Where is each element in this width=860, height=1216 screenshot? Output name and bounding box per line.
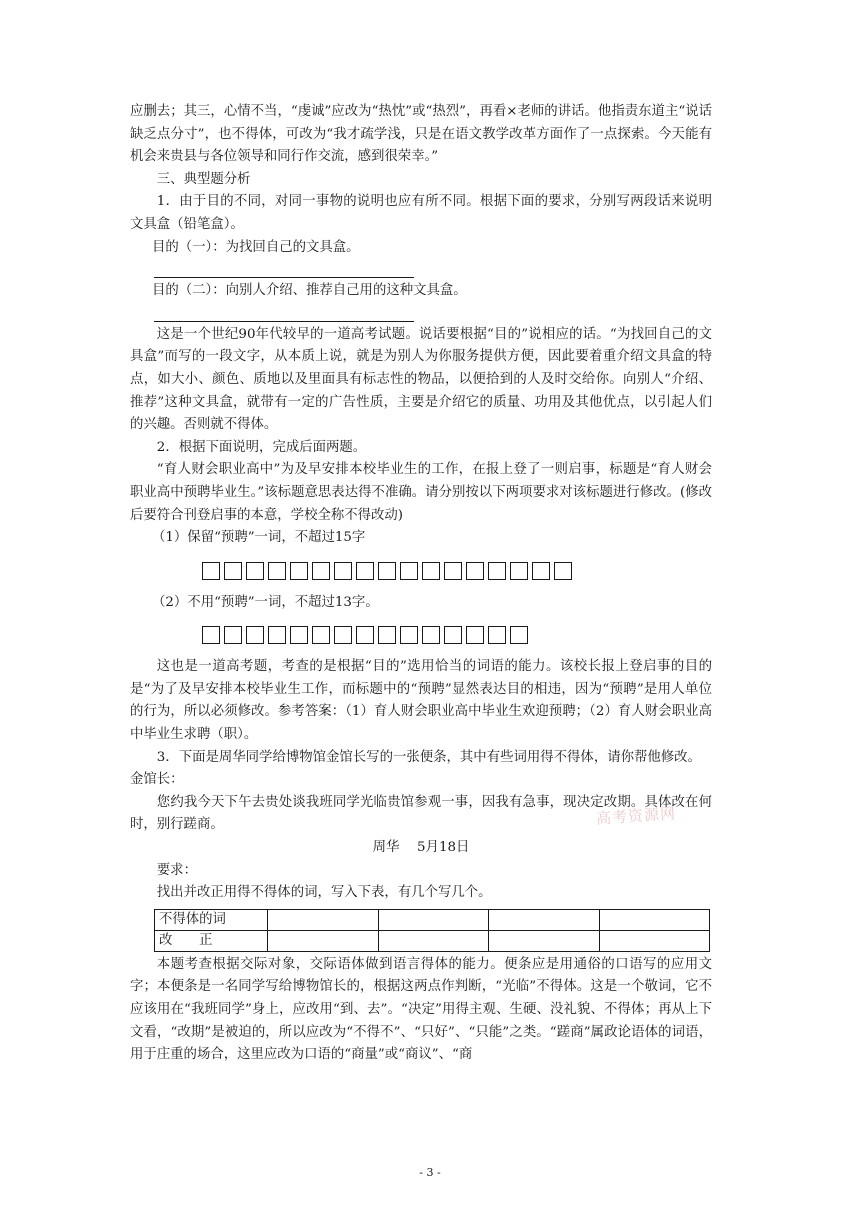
answer-box [510,626,528,644]
table-cell [268,930,379,951]
question-2-description: “育人财会职业高中”为及早安排本校毕业生的工作，在报上登了一则启事，标题是“育人财会职业高中预聘毕业生。”该标题意思表达得不准确。请分别按以下两项要求对该标题进行修改。(修改后要符合刊登启事的本意，学校全称不得改动) [130,462,712,523]
question-1-purpose-2: 目的（二）：向别人介绍、推荐自己用的这种文具盒。 [152,283,467,299]
table-cell [378,930,489,951]
answer-box [466,626,484,644]
answer-box [356,626,374,644]
answer-box [290,626,308,644]
answer-table [154,909,710,952]
answer-blank-2 [154,303,414,322]
answer-boxes-15 [202,562,712,580]
answer-box [334,626,352,644]
question-1: 1．由于目的不同，对同一事物的说明也应有所不同。根据下面的要求，分别写两段话来说明文具盒（铅笔盒）。 [130,194,712,232]
answer-boxes-13 [202,626,712,644]
question-2-sub-1: （1）保留“预聘”一词，不超过15字 [152,530,366,546]
answer-box [224,562,242,580]
answer-box [378,562,396,580]
question-1-analysis: 这是一个世纪90年代较早的一道高考试题。说话要根据“目的”说相应的话。“为找回自己的文具盒”而写的一段文字，从本质上说，就是为别人为你服务提供方便，因此要着重介绍文具盒的特点，如大小、颜色、质地以及里面具有标志性的物品，以便拾到的人及时交给你。向别人“介绍、推荐”这种文具盒，就带有一定的广告性质，主要是介绍它的质量、功用及其他优点，以引起人们的兴趣。否则就不得体。 [130,326,712,433]
watermark: 高考资源网 [595,804,677,828]
answer-box [444,626,462,644]
page-number: - 3 - [419,1166,441,1179]
answer-box [246,562,264,580]
answer-box [400,626,418,644]
answer-box [224,626,242,644]
answer-box [268,626,286,644]
requirement-text: 找出并改正用得不得体的词，写入下表，有几个写几个。 [156,885,492,901]
answer-box [312,626,330,644]
answer-blank-1 [154,259,414,278]
question-3-analysis: 本题考查根据交际对象，交际语体做到语言得体的能力。便条应是用通俗的口语写的应用文字；本便条是一名同学写给博物馆长的，根据这两点作判断，“光临”不得体。这是一个敬词，它不应该用在“我班同学”身上，应改用“到、去”。“决定”用得主观、生硬、没礼貌、不得体；再从上下文看，“改期”是被迫的，所以应改为“不得不”、“只好”、“只能”之类。“蹉商”属政论语体的词语，用于庄重的场合，这里应改为口语的“商量”或“商议”、“商 [130,956,712,1063]
table-cell [489,909,600,930]
section-heading: 三、典型题分析 [156,171,251,187]
answer-box [202,562,220,580]
paragraph-continuation: 应删去；其三，心情不当，“虔诚”应改为“热忱”或“热烈”，再看×老师的讲话。他指责东道主“说话缺乏点分寸”，也不得体，可改为“我才疏学浅，只是在语文教学改革方面作了一点探索。今天能有机会来贵县与各位领导和同行作交流，感到很荣幸。” [130,104,712,165]
table-cell [489,930,600,951]
answer-box [378,626,396,644]
answer-box [246,626,264,644]
answer-box [488,562,506,580]
answer-box [488,626,506,644]
note-salutation: 金馆长： [130,772,184,788]
question-3: 3．下面是周华同学给博物馆金馆长写的一张便条，其中有些词用得不得体，请你帮他修改。 [156,749,701,765]
answer-box [290,562,308,580]
table-header-cell: 不得体的词 [155,909,268,930]
answer-box [532,562,550,580]
requirement-label: 要求： [156,862,197,878]
answer-box [466,562,484,580]
answer-box [334,562,352,580]
question-2: 2．根据下面说明，完成后面两题。 [156,439,367,455]
answer-box [356,562,374,580]
question-2-analysis: 这也是一道高考题，考查的是根据“目的”选用恰当的词语的能力。该校长报上登启事的目的是“为了及早安排本校毕业生工作，而标题中的“预聘”显然表达目的相违，因为“预聘”是用人单位的行为，所以必须修改。参考答案：（1）育人财会职业高中毕业生欢迎预聘；（2）育人财会职业高中毕业生求聘（职）。 [130,659,712,743]
answer-box [444,562,462,580]
table-row [155,930,710,951]
question-1-purpose-1: 目的（一）：为找回自己的文具盒。 [152,239,360,255]
answer-box [202,626,220,644]
answer-box [422,626,440,644]
question-2-sub-2: （2）不用“预聘”一词，不超过13字。 [152,594,379,610]
answer-box [510,562,528,580]
answer-box [268,562,286,580]
note-signature: 周华 5月18日 [372,840,470,856]
table-cell [378,909,489,930]
table-header-cell: 改 正 [155,930,268,951]
page-content [130,101,712,1067]
table-cell [599,930,710,951]
table-cell [599,909,710,930]
table-row [155,909,710,930]
answer-box [400,562,418,580]
answer-box [312,562,330,580]
answer-box [422,562,440,580]
table-cell [268,909,379,930]
answer-box [554,562,572,580]
note-body: 您约我今天下午去贵处谈我班同学光临贵馆参观一事，因我有急事，现决定改期。具体改在何时，别行蹉商。 [130,794,712,833]
